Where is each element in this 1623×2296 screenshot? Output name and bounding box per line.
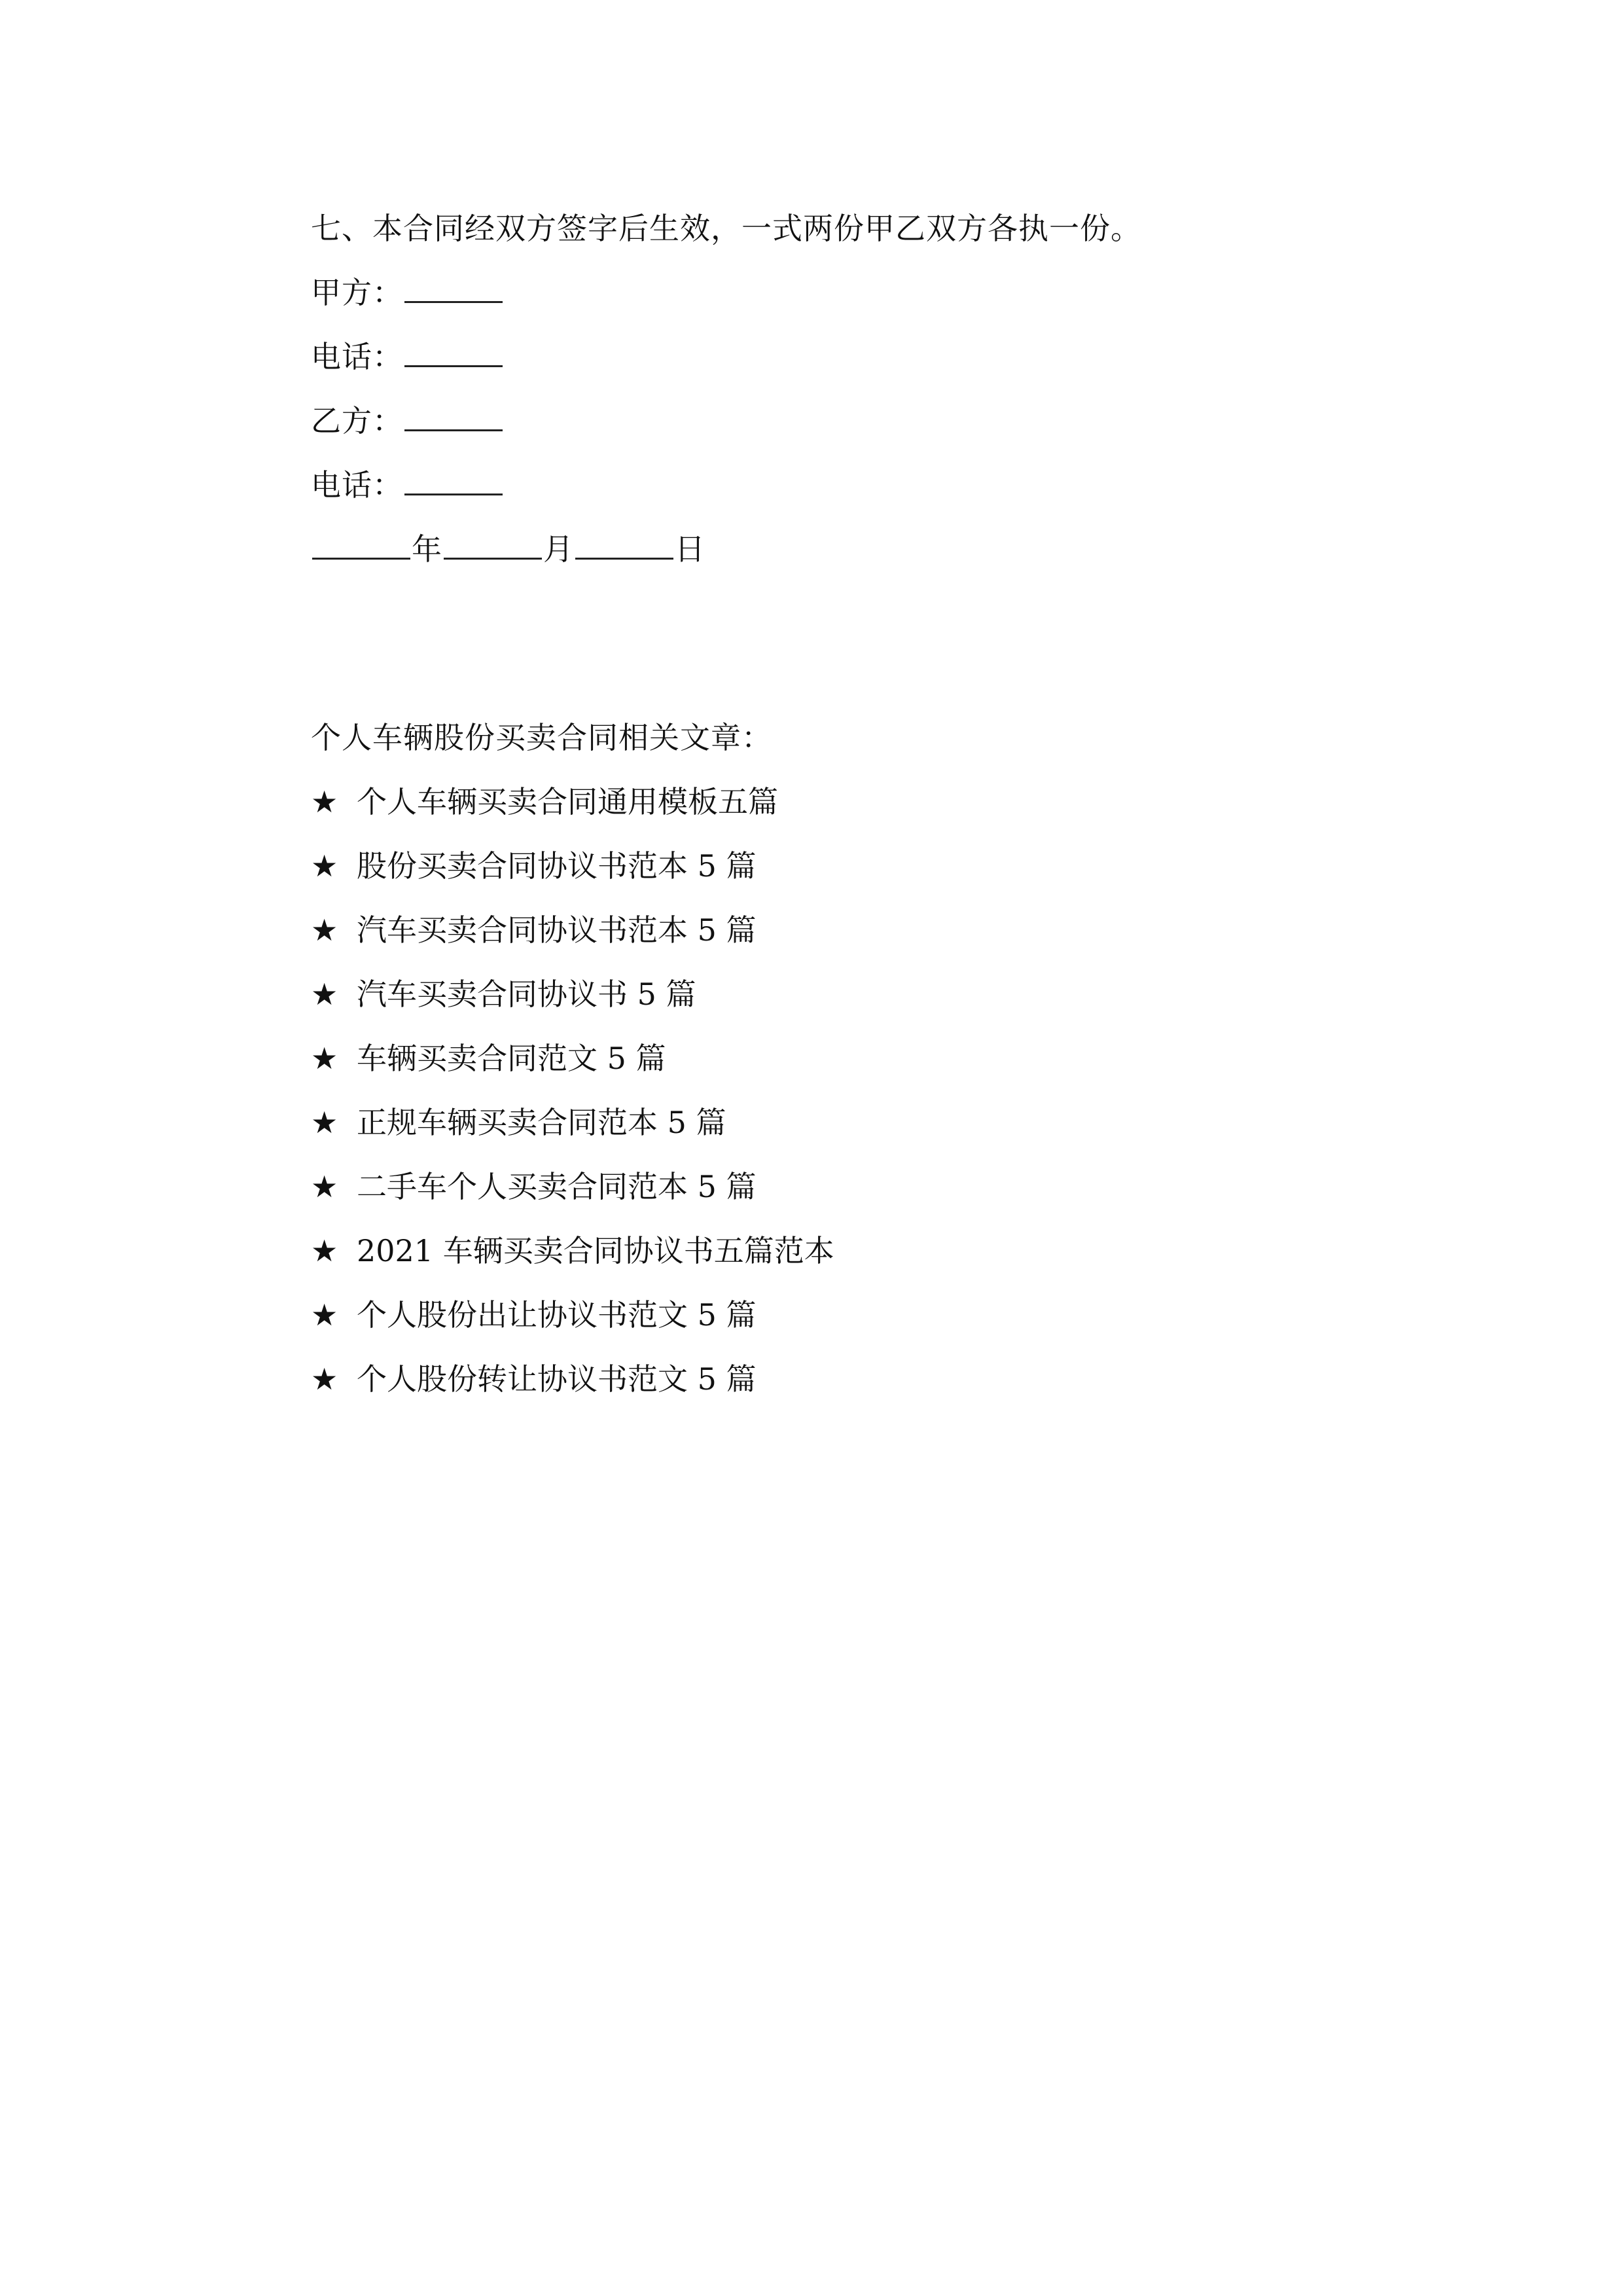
clause-seven: 七、本合同经双方签字后生效，一式两份甲乙双方各执一份。 <box>311 211 1141 246</box>
related-item[interactable] <box>311 1283 1423 1347</box>
related-item[interactable] <box>311 1090 1423 1155</box>
star-icon: ★ <box>311 784 338 819</box>
signature-block <box>311 260 1423 581</box>
party-b-row <box>311 389 1423 453</box>
year-label: 年 <box>412 531 442 567</box>
star-icon: ★ <box>311 1361 338 1397</box>
phone-b-blank <box>404 467 503 495</box>
related-item[interactable] <box>311 962 1423 1026</box>
related-item[interactable] <box>311 898 1423 962</box>
date-row <box>311 517 1423 581</box>
star-icon: ★ <box>311 977 338 1012</box>
month-blank <box>444 531 542 560</box>
party-a-blank <box>404 275 503 303</box>
star-icon: ★ <box>311 1233 338 1268</box>
phone-a-blank <box>404 339 503 367</box>
related-item-label: 股份买卖合同协议书范本 5 篇 <box>357 848 757 884</box>
related-item[interactable] <box>311 1347 1423 1411</box>
phone-b-label: 电话： <box>311 467 403 503</box>
related-item[interactable] <box>311 1026 1423 1090</box>
party-b-label: 乙方： <box>311 403 403 439</box>
star-icon: ★ <box>311 912 338 948</box>
star-icon: ★ <box>311 1041 338 1076</box>
related-heading: 个人车辆股份买卖合同相关文章： <box>311 720 772 755</box>
party-b-blank <box>404 403 503 431</box>
party-a-row <box>311 260 1423 325</box>
related-item[interactable] <box>311 770 1423 834</box>
related-item-label: 个人股份转让协议书范文 5 篇 <box>357 1361 757 1397</box>
year-blank <box>312 531 410 560</box>
star-icon: ★ <box>311 1105 338 1140</box>
day-blank <box>575 531 673 560</box>
star-icon: ★ <box>311 1169 338 1204</box>
related-articles <box>311 706 1423 1411</box>
document-body <box>311 196 1423 1411</box>
related-item[interactable] <box>311 1155 1423 1219</box>
related-item[interactable] <box>311 834 1423 898</box>
phone-a-row <box>311 325 1423 389</box>
related-item-label: 车辆买卖合同范文 5 篇 <box>357 1041 666 1076</box>
phone-b-row <box>311 453 1423 517</box>
month-label: 月 <box>543 531 574 567</box>
phone-a-label: 电话： <box>311 339 403 374</box>
related-item-label: 个人车辆买卖合同通用模板五篇 <box>357 784 778 819</box>
star-icon: ★ <box>311 1297 338 1333</box>
star-icon: ★ <box>311 848 338 884</box>
day-label: 日 <box>675 531 705 567</box>
related-item-label: 2021 车辆买卖合同协议书五篇范本 <box>357 1233 834 1268</box>
related-item[interactable] <box>311 1219 1423 1283</box>
related-item-label: 正规车辆买卖合同范本 5 篇 <box>357 1105 726 1140</box>
related-item-label: 二手车个人买卖合同范本 5 篇 <box>357 1169 757 1204</box>
related-item-label: 个人股份出让协议书范文 5 篇 <box>357 1297 757 1333</box>
related-item-label: 汽车买卖合同协议书范本 5 篇 <box>357 912 757 948</box>
related-item-label: 汽车买卖合同协议书 5 篇 <box>357 977 696 1012</box>
party-a-label: 甲方： <box>311 275 403 310</box>
